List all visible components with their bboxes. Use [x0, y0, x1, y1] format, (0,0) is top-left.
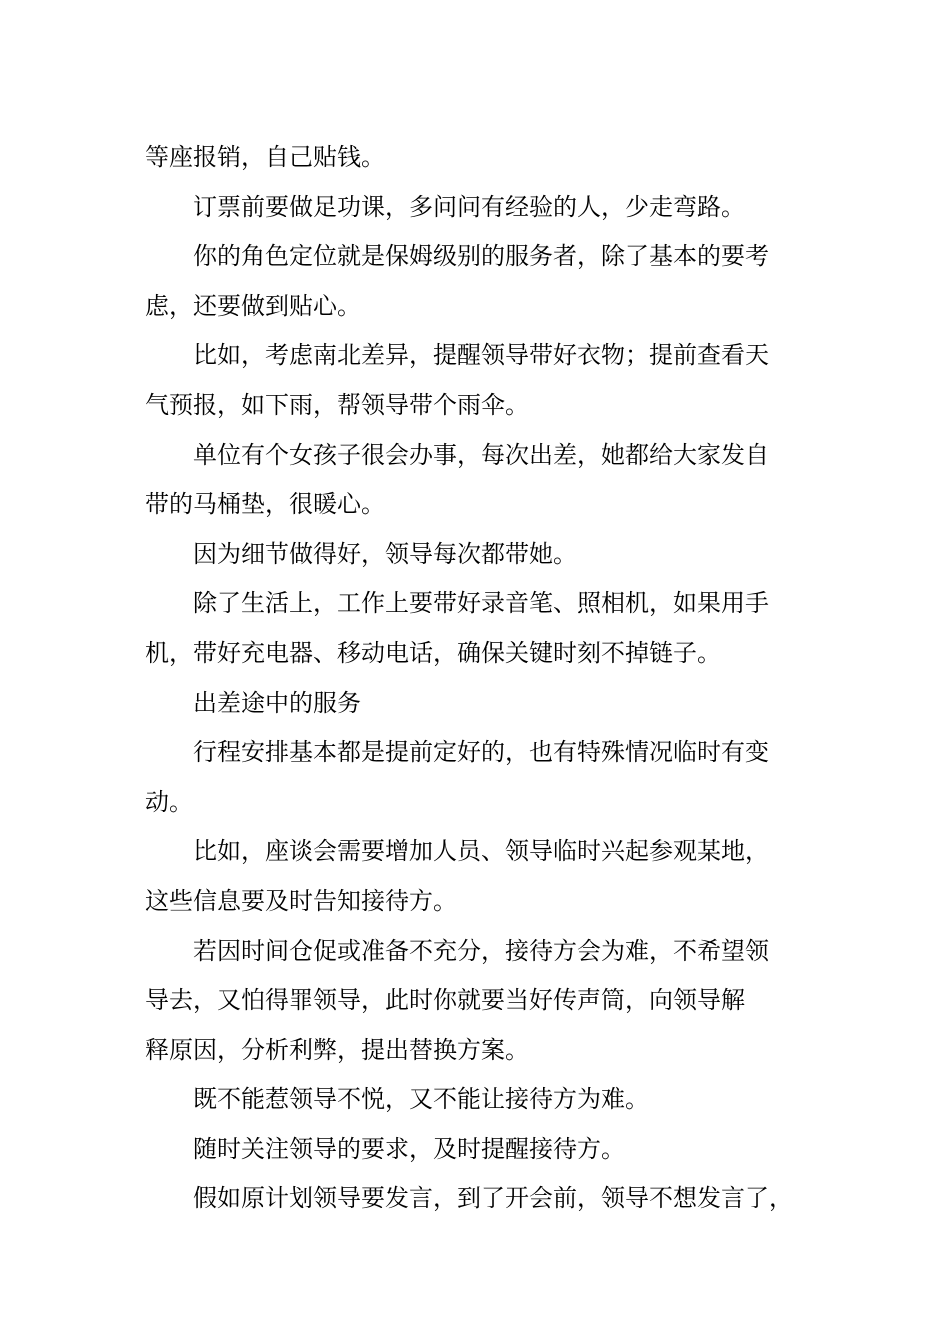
paragraph-start: 假如原计划领导要发言，到了开会前，领导不想发言了， [193, 1184, 793, 1213]
paragraph-start: 既不能惹领导不悦，又不能让接待方为难。 [193, 1085, 649, 1114]
paragraph-start: 比如，座谈会需要增加人员、领导临时兴起参观某地， [193, 837, 769, 866]
text-line: 导去，又怕得罪领导，此时你就要当好传声筒，向领导解 [145, 986, 745, 1015]
paragraph-start: 单位有个女孩子很会办事，每次出差，她都给大家发自 [193, 440, 769, 469]
text-line: 虑，还要做到贴心。 [145, 291, 361, 320]
paragraph-start: 订票前要做足功课，多问问有经验的人，少走弯路。 [193, 192, 745, 221]
text-line: 带的马桶垫，很暖心。 [145, 490, 385, 519]
text-line: 释原因，分析利弊，提出替换方案。 [145, 1035, 529, 1064]
paragraph-start: 随时关注领导的要求，及时提醒接待方。 [193, 1134, 625, 1163]
paragraph-start: 比如，考虑南北差异，提醒领导带好衣物；提前查看天 [193, 341, 769, 370]
text-line: 这些信息要及时告知接待方。 [145, 886, 457, 915]
paragraph-start: 除了生活上，工作上要带好录音笔、照相机，如果用手 [193, 589, 769, 618]
text-line: 机，带好充电器、移动电话，确保关键时刻不掉链子。 [145, 638, 721, 667]
paragraph-start: 若因时间仓促或准备不充分，接待方会为难，不希望领 [193, 936, 769, 965]
paragraph-start: 你的角色定位就是保姆级别的服务者，除了基本的要考 [193, 242, 769, 271]
document-page [145, 133, 817, 1224]
text-line: 气预报，如下雨，帮领导带个雨伞。 [145, 390, 529, 419]
text-line: 动。 [145, 787, 193, 816]
paragraph-start: 因为细节做得好，领导每次都带她。 [193, 539, 577, 568]
text-line: 等座报销，自己贴钱。 [145, 143, 385, 171]
section-heading: 出差途中的服务 [193, 688, 361, 717]
paragraph-start: 行程安排基本都是提前定好的，也有特殊情况临时有变 [193, 738, 769, 767]
